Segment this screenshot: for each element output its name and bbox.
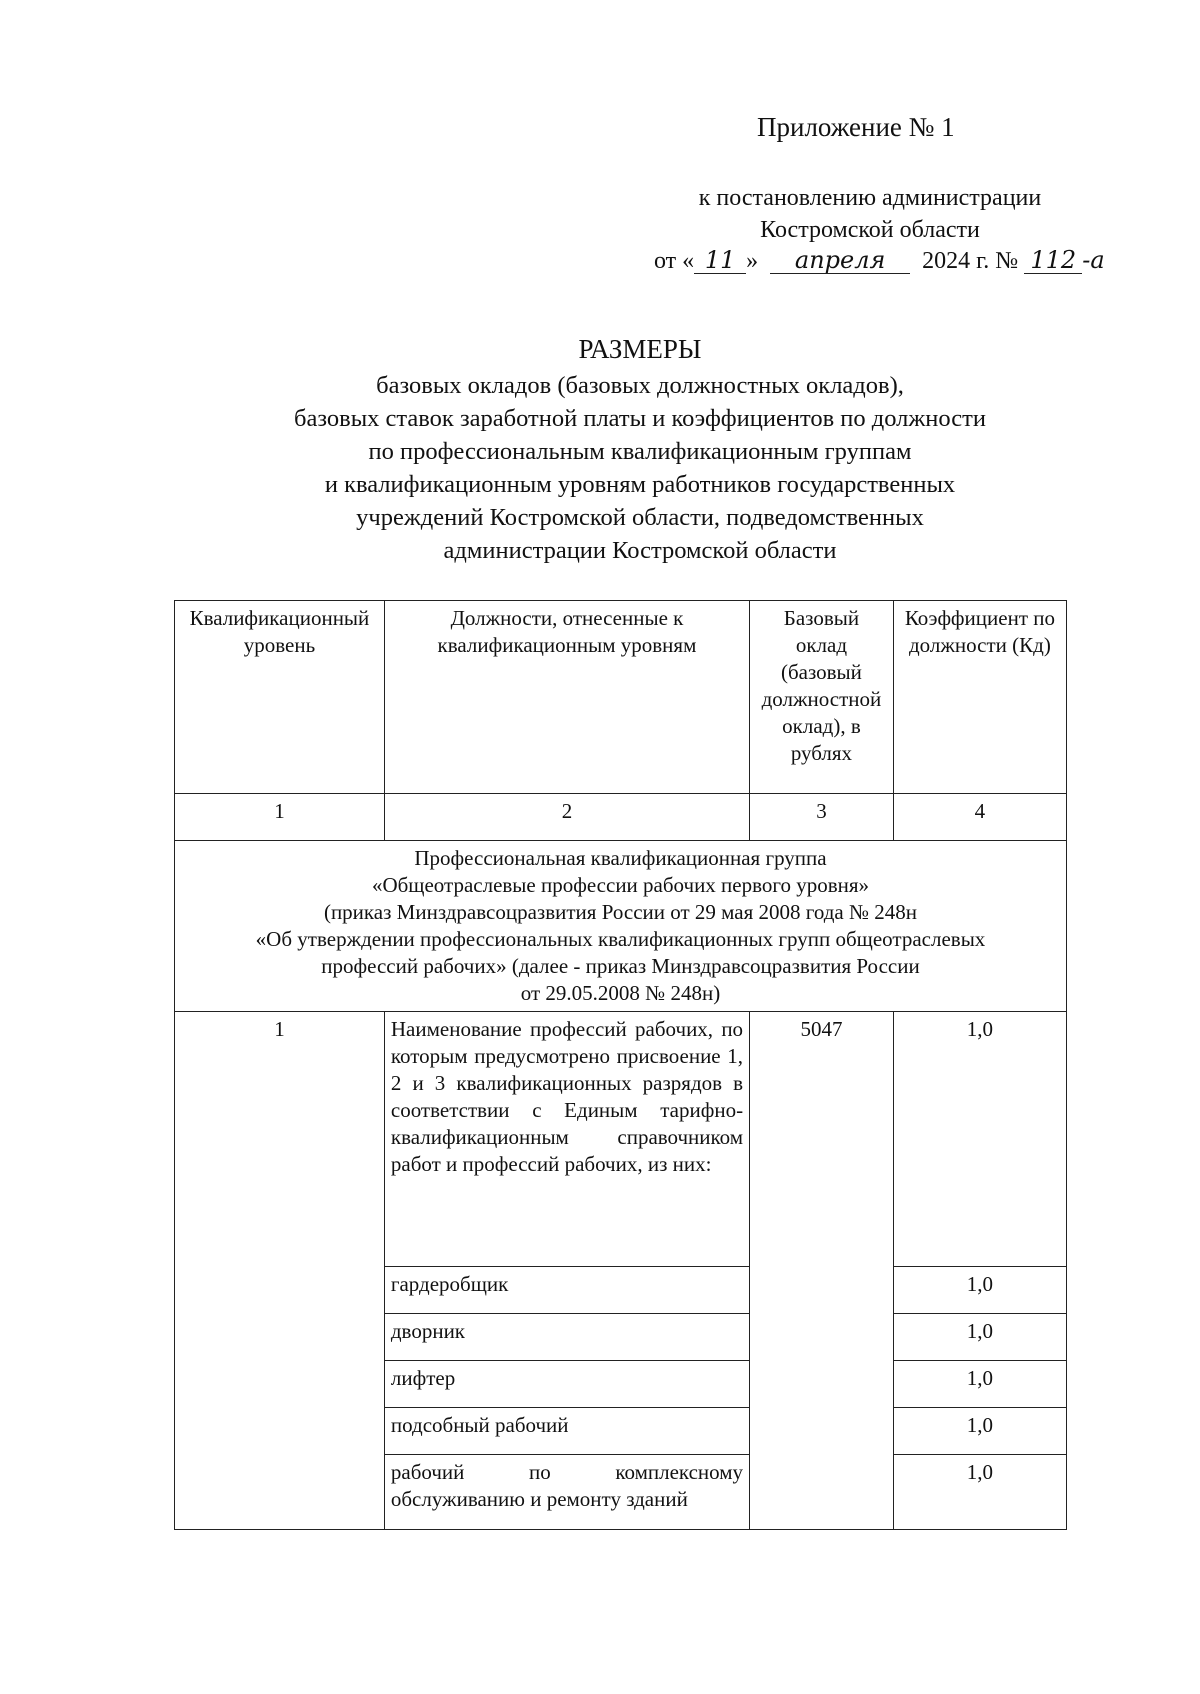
position-name: гардеробщик xyxy=(384,1267,749,1314)
decree-date-line xyxy=(654,246,1105,275)
column-number: 1 xyxy=(175,794,385,841)
table-header-row xyxy=(175,601,1067,794)
header-coefficient: Коэффициент по должности (Кд) xyxy=(893,601,1066,794)
column-numbers-row xyxy=(175,794,1067,841)
group-line: профессий рабочих» (далее - приказ Минздравсоцразвития России xyxy=(321,954,920,978)
group-line: Профессиональная квалификационная группа xyxy=(414,846,827,870)
decree-line-1: к постановлению администрации xyxy=(698,185,1042,211)
group-line: «Общеотраслевые профессии рабочих первого уровня» xyxy=(371,873,870,897)
position-name: лифтер xyxy=(384,1361,749,1408)
column-number: 4 xyxy=(893,794,1066,841)
heading-title: РАЗМЕРЫ xyxy=(578,334,702,364)
position-coefficient: 1,0 xyxy=(893,1267,1066,1314)
qualification-group-title xyxy=(175,841,1067,1012)
base-salary: 5047 xyxy=(750,1012,894,1530)
table-row xyxy=(175,1012,1067,1267)
heading-line: базовых окладов (базовых должностных окладов), xyxy=(376,372,904,399)
heading-line: администрации Костромской области xyxy=(443,537,837,564)
position-coefficient: 1,0 xyxy=(893,1314,1066,1361)
decree-line-2: Костромской области xyxy=(760,217,980,243)
main-coefficient: 1,0 xyxy=(893,1012,1066,1267)
decree-reference xyxy=(640,182,1100,246)
position-name: дворник xyxy=(384,1314,749,1361)
date-quote-close: » xyxy=(746,248,759,274)
group-line: (приказ Минздравсоцразвития России от 29 мая 2008 года № 248н xyxy=(323,900,918,924)
column-number: 3 xyxy=(750,794,894,841)
header-salary: Базовый оклад (базовый должностной оклад), в рублях xyxy=(750,601,894,794)
qualification-group-row xyxy=(175,841,1067,1012)
date-prefix: от « xyxy=(654,248,695,274)
heading-line: учреждений Костромской области, подведомственных xyxy=(356,504,924,531)
handwritten-doc-number: 112 xyxy=(1024,247,1082,274)
position-coefficient: 1,0 xyxy=(893,1408,1066,1455)
position-coefficient: 1,0 xyxy=(893,1455,1066,1530)
position-coefficient: 1,0 xyxy=(893,1361,1066,1408)
handwritten-doc-suffix: -а xyxy=(1082,246,1105,274)
document-heading xyxy=(200,334,1080,567)
heading-line: и квалификационным уровням работников государственных xyxy=(324,471,956,498)
qualification-level: 1 xyxy=(175,1012,385,1530)
salary-table xyxy=(174,600,1067,1530)
heading-line: базовых ставок заработной платы и коэффициентов по должности xyxy=(294,405,986,432)
main-position-description: Наименование профессий рабочих, по которым предусмотрено присвоение 1, 2 и 3 квалификационных разрядов в соответствии с Единым тарифно-квалификационным справочником работ и профессий рабочих, из них: xyxy=(384,1012,749,1267)
header-positions: Должности, отнесенные к квалификационным уровням xyxy=(384,601,749,794)
date-year: 2024 г. № xyxy=(922,248,1019,274)
group-line: от 29.05.2008 № 248н) xyxy=(520,981,721,1005)
column-number: 2 xyxy=(384,794,749,841)
appendix-label: Приложение № 1 xyxy=(757,112,955,142)
group-line: «Об утверждении профессиональных квалификационных групп общеотраслевых xyxy=(255,927,986,951)
position-name: подсобный рабочий xyxy=(384,1408,749,1455)
heading-line: по профессиональным квалификационным группам xyxy=(368,438,912,465)
handwritten-month: апреля xyxy=(770,247,910,274)
header-level: Квалификационный уровень xyxy=(175,601,385,794)
handwritten-day: 11 xyxy=(694,247,746,274)
position-name: рабочий по комплексному обслуживанию и ремонту зданий xyxy=(384,1455,749,1530)
